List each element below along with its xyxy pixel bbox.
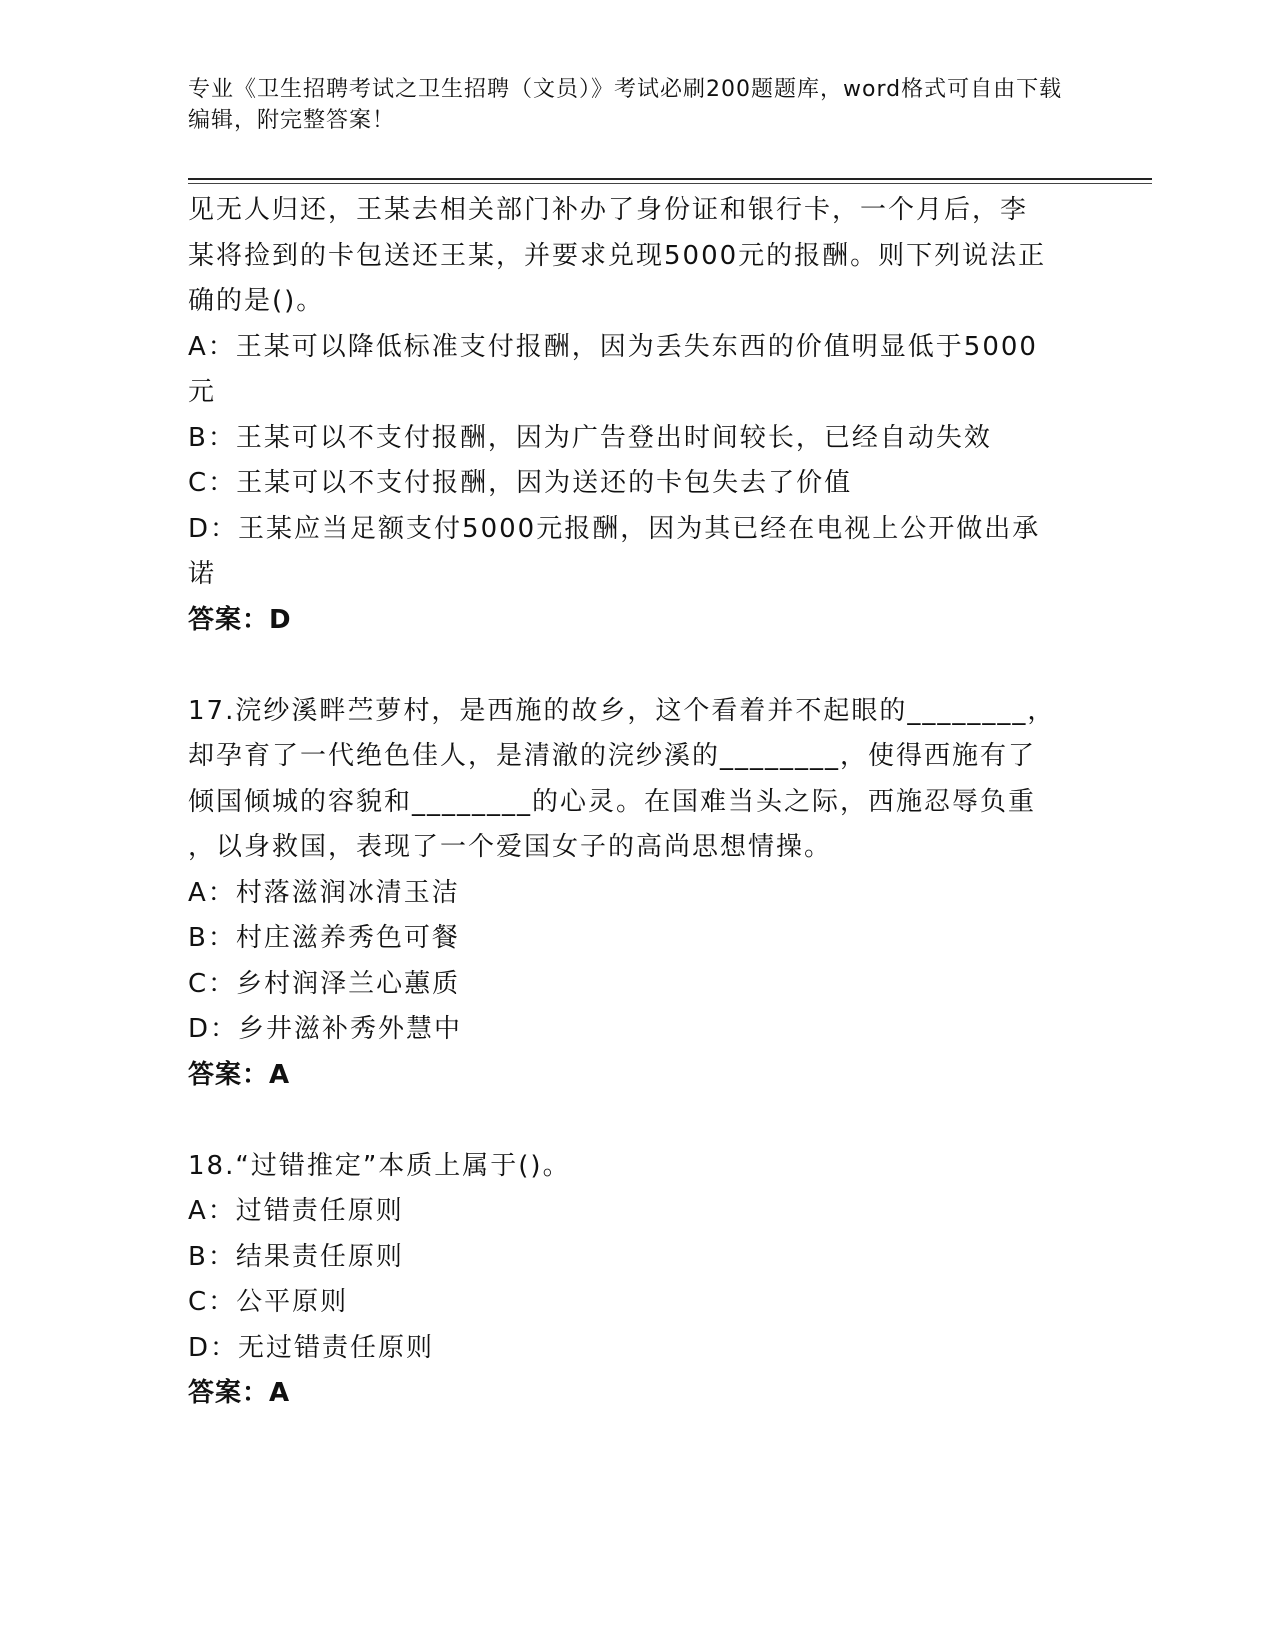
answer: 答案：A bbox=[188, 1059, 291, 1090]
question-stem-line: 某将捡到的卡包送还王某，并要求兑现5000元的报酬。则下列说法正 bbox=[188, 240, 1047, 271]
answer: 答案：D bbox=[188, 604, 292, 635]
question-stem-line: 倾国倾城的容貌和________的心灵。在国难当头之际，西施忍辱负重 bbox=[188, 786, 1037, 817]
option-c: C：公平原则 bbox=[188, 1287, 349, 1317]
option-a: A：王某可以降低标准支付报酬，因为丢失东西的价值明显低于5000 bbox=[188, 331, 1038, 362]
question-16-continued bbox=[188, 188, 1088, 643]
option-d: D：乡井滋补秀外慧中 bbox=[188, 1014, 463, 1044]
option-d-continued: 诺 bbox=[188, 559, 217, 589]
option-a: A：村落滋润冰清玉洁 bbox=[188, 877, 460, 908]
question-17 bbox=[188, 689, 1088, 1099]
page-header: 专业《卫生招聘考试之卫生招聘（文员）》考试必刷200题题库，word格式可自由下载编辑，附完整答案！ bbox=[188, 77, 1063, 133]
question-stem-line: ，以身救国，表现了一个爱国女子的高尚思想情操。 bbox=[188, 832, 833, 862]
question-stem-line: 17.浣纱溪畔苎萝村，是西施的故乡，这个看着并不起眼的________， bbox=[188, 695, 1056, 726]
option-c: C：王某可以不支付报酬，因为送还的卡包失去了价值 bbox=[188, 468, 853, 498]
option-a-continued: 元 bbox=[188, 377, 217, 407]
header-divider-thick bbox=[188, 178, 1152, 180]
spacer bbox=[188, 1098, 1088, 1144]
question-stem: 18.“过错推定”本质上属于()。 bbox=[188, 1150, 571, 1181]
option-c: C：乡村润泽兰心蕙质 bbox=[188, 968, 461, 999]
question-18 bbox=[188, 1144, 1088, 1417]
option-a: A：过错责任原则 bbox=[188, 1196, 404, 1226]
option-d: D：王某应当足额支付5000元报酬，因为其已经在电视上公开做出承 bbox=[188, 513, 1041, 544]
question-stem-line: 确的是()。 bbox=[188, 286, 325, 316]
answer: 答案：A bbox=[188, 1378, 291, 1408]
option-b: B：村庄滋养秀色可餐 bbox=[188, 923, 460, 953]
option-b: B：结果责任原则 bbox=[188, 1241, 404, 1272]
header-divider-thin bbox=[188, 183, 1152, 184]
question-stem-line: 却孕育了一代绝色佳人，是清澈的浣纱溪的________，使得西施有了 bbox=[188, 741, 1037, 771]
spacer bbox=[188, 643, 1088, 689]
document-body bbox=[188, 188, 1088, 1417]
question-stem-line: 见无人归还，王某去相关部门补办了身份证和银行卡，一个月后，李 bbox=[188, 195, 1029, 225]
option-d: D：无过错责任原则 bbox=[188, 1332, 435, 1363]
option-b: B：王某可以不支付报酬，因为广告登出时间较长，已经自动失效 bbox=[188, 422, 992, 453]
